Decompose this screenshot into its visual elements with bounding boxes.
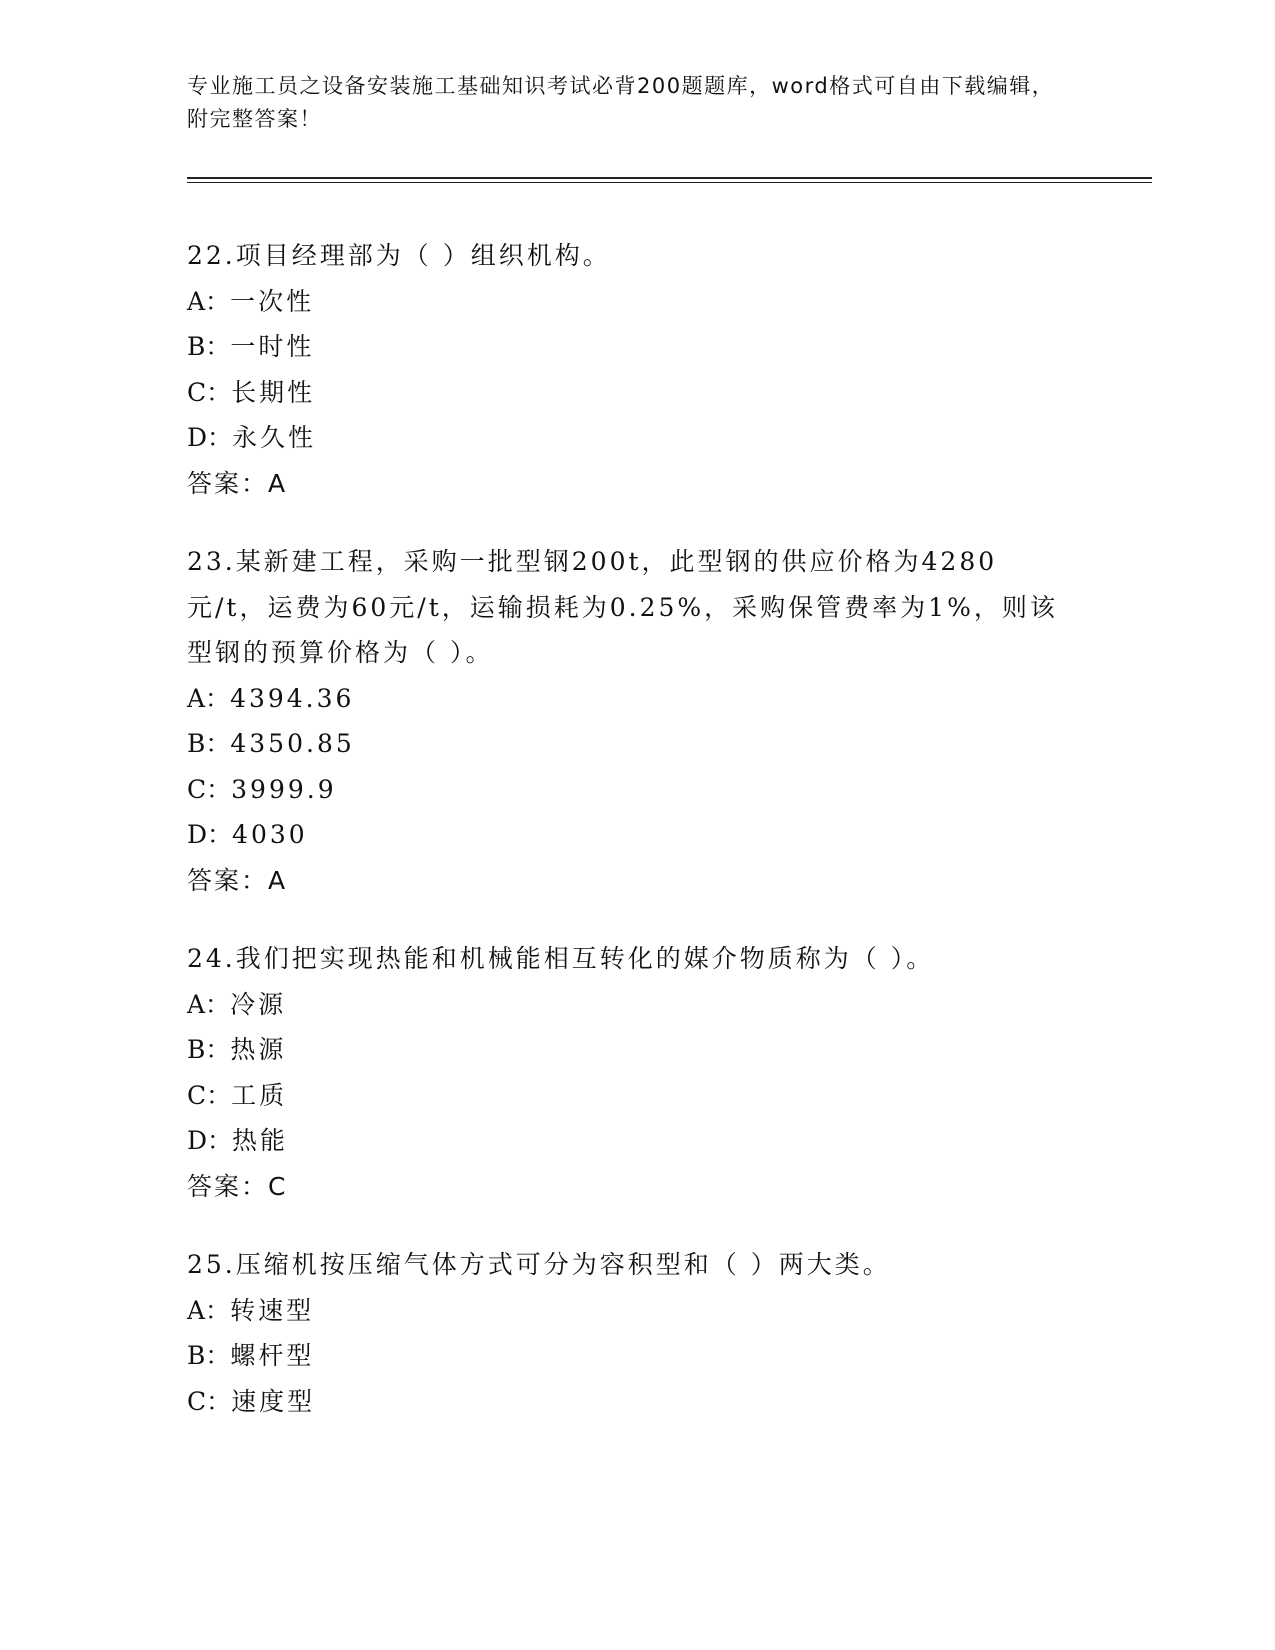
option-text: 4394.36 <box>230 683 355 713</box>
question-stem: 25.压缩机按压缩气体方式可分为容积型和（ ）两大类。 <box>187 1250 891 1279</box>
option-text: 一次性 <box>230 286 315 316</box>
option-key: C： <box>187 1080 232 1110</box>
option-c <box>187 370 1067 416</box>
question-stem: 24.我们把实现热能和机械能相互转化的媒介物质称为（ ）。 <box>187 944 935 973</box>
option-key: D： <box>187 820 233 849</box>
option-text: 3999.9 <box>231 774 337 804</box>
question-stem: 22.项目经理部为（ ）组织机构。 <box>187 241 611 270</box>
option-key: A： <box>187 989 231 1019</box>
option-a <box>187 676 1067 722</box>
question-24 <box>187 936 1067 1209</box>
answer-line: 答案：A <box>187 468 288 498</box>
option-b <box>187 1027 1067 1073</box>
option-text: 一时性 <box>230 332 315 361</box>
document-header: 专业施工员之设备安装施工基础知识考试必背200题题库，word格式可自由下载编辑，附完整答案！ <box>187 74 1055 131</box>
option-text: 速度型 <box>231 1386 316 1416</box>
option-d <box>187 812 1067 858</box>
option-key: B： <box>187 332 231 361</box>
option-key: D： <box>187 423 233 452</box>
option-text: 热源 <box>230 1035 287 1064</box>
option-key: B： <box>187 1035 231 1064</box>
option-key: A： <box>187 286 231 316</box>
question-25 <box>187 1242 1067 1424</box>
answer-line: 答案：C <box>187 1171 288 1201</box>
option-a <box>187 1288 1067 1334</box>
option-b <box>187 324 1067 370</box>
option-text: 转速型 <box>230 1295 315 1325</box>
option-a <box>187 982 1067 1028</box>
option-key: C： <box>187 1386 232 1416</box>
question-stem: 23.某新建工程，采购一批型钢200t，此型钢的供应价格为4280元/t，运费为60元/t，运输损耗为0.25%，采购保管费率为1%，则该型钢的预算价格为（ ）。 <box>187 547 1058 667</box>
answer-line: 答案：A <box>187 865 288 895</box>
option-c <box>187 767 1067 813</box>
option-key: A： <box>187 683 231 713</box>
option-c <box>187 1379 1067 1425</box>
option-key: B： <box>187 729 231 758</box>
option-text: 冷源 <box>230 989 287 1019</box>
option-key: A： <box>187 1295 231 1325</box>
option-d <box>187 415 1067 461</box>
option-text: 4030 <box>232 820 308 849</box>
option-text: 螺杆型 <box>230 1341 315 1370</box>
header-rule-bottom <box>187 182 1152 183</box>
option-b <box>187 1333 1067 1379</box>
header-rule-top <box>187 177 1152 179</box>
option-text: 永久性 <box>232 423 317 452</box>
option-d <box>187 1118 1067 1164</box>
option-key: C： <box>187 377 232 407</box>
option-text: 长期性 <box>231 377 316 407</box>
option-text: 4350.85 <box>230 729 355 758</box>
option-key: C： <box>187 774 232 804</box>
option-c <box>187 1073 1067 1119</box>
question-list <box>187 233 1067 1424</box>
option-text: 热能 <box>232 1126 289 1155</box>
option-a <box>187 279 1067 325</box>
option-text: 工质 <box>231 1080 288 1110</box>
question-22 <box>187 233 1067 506</box>
option-b <box>187 721 1067 767</box>
question-23 <box>187 539 1067 903</box>
option-key: D： <box>187 1126 233 1155</box>
option-key: B： <box>187 1341 231 1370</box>
